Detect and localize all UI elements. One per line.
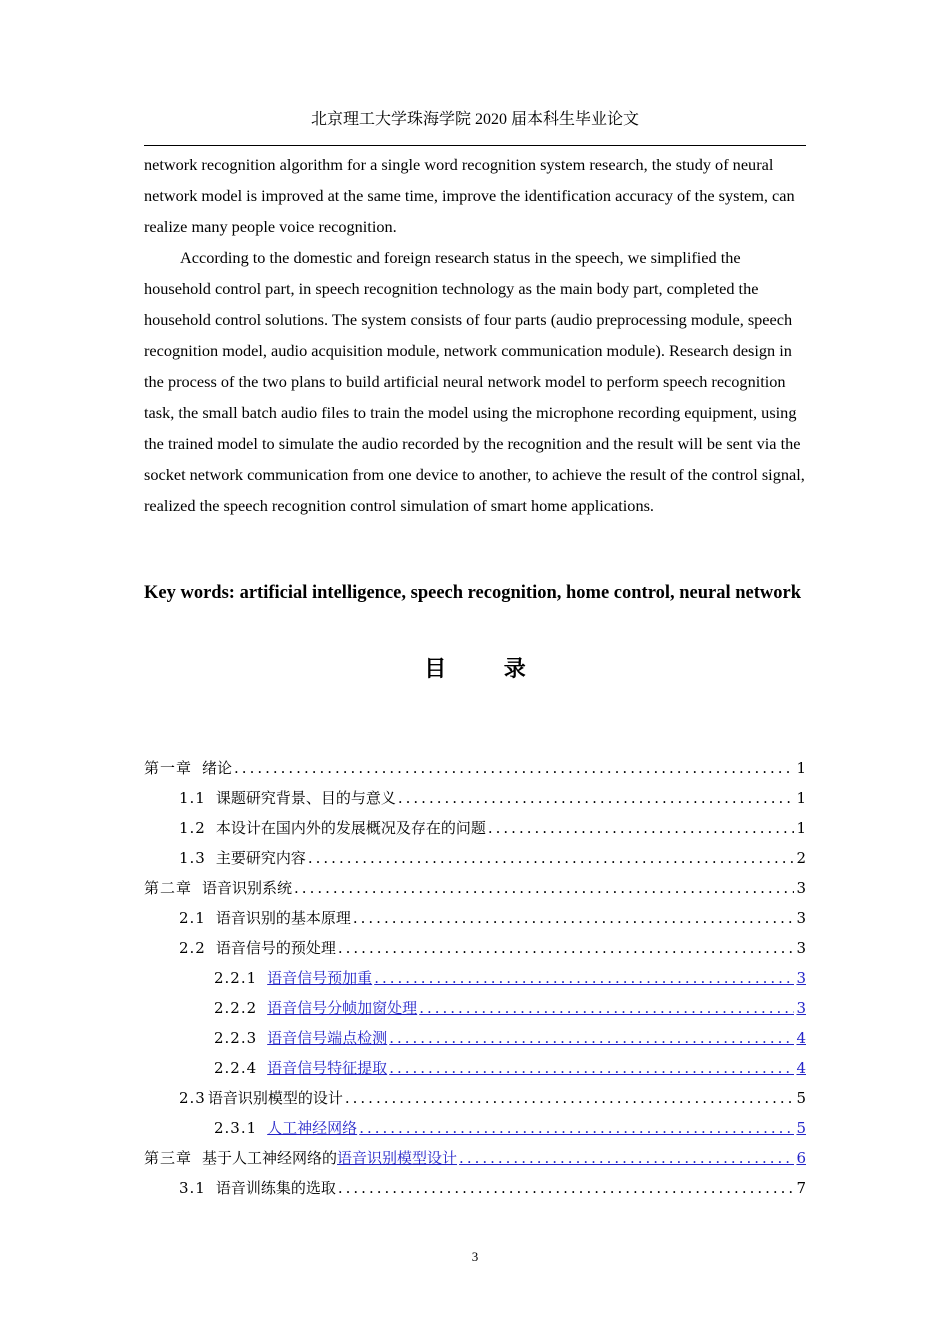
toc-entry-ch1[interactable]	[144, 754, 806, 784]
toc-entry-link[interactable]: 人工神经网络	[267, 1119, 358, 1137]
toc-entry-page[interactable]: 3	[796, 999, 806, 1017]
toc-entry-1-3[interactable]	[144, 844, 806, 874]
toc-leader	[488, 814, 795, 842]
toc-entry-text: 语音识别的基本原理	[215, 909, 351, 927]
toc-entry-text: 本设计在国内外的发展概况及存在的问题	[215, 819, 486, 837]
toc-entry-page[interactable]: 4	[796, 1029, 806, 1047]
toc-leader	[389, 1024, 794, 1052]
toc-entry-link[interactable]: 语音信号分帧加窗处理	[267, 999, 418, 1017]
toc-entry-number: 3.1	[179, 1179, 206, 1197]
toc-entry-page[interactable]: 5	[796, 1119, 806, 1137]
toc-entry-3-1[interactable]	[144, 1174, 806, 1204]
toc-entry-link[interactable]: 语音信号预加重	[267, 969, 373, 987]
toc-entry-text: 主要研究内容	[215, 849, 306, 867]
toc-leader	[345, 1084, 795, 1112]
toc-entry-2-3[interactable]	[144, 1084, 806, 1114]
toc-entry-number: 1.1	[179, 789, 206, 807]
toc-entry-1-1[interactable]	[144, 784, 806, 814]
toc-entry-2-1[interactable]	[144, 904, 806, 934]
toc-entry-number: 第一章	[144, 759, 193, 777]
toc-entry-page: 3	[796, 879, 806, 897]
toc-leader	[294, 874, 794, 902]
page-number: 3	[471, 1249, 479, 1264]
toc-entry-2-2[interactable]	[144, 934, 806, 964]
toc-entry-page: 3	[796, 939, 806, 957]
toc-entry-text: 绪论	[202, 759, 233, 777]
toc-entry-text: 语音训练集的选取	[215, 1179, 336, 1197]
toc-leader	[459, 1144, 794, 1172]
toc-entry-page: 1	[796, 789, 806, 807]
toc-title: 目 录	[424, 656, 552, 681]
toc-leader	[353, 904, 795, 932]
toc-entry-page[interactable]: 6	[796, 1149, 806, 1167]
toc-entry-text: 基于人工神经网络的	[202, 1149, 338, 1167]
toc-entry-page: 2	[796, 849, 806, 867]
toc-entry-link[interactable]: 语音识别模型设计	[337, 1149, 458, 1167]
toc-leader	[338, 1174, 795, 1202]
toc-entry-number: 2.1	[179, 909, 206, 927]
toc-entry-number: 2.2.3	[214, 1029, 258, 1047]
toc-leader	[419, 994, 794, 1022]
toc-entry-number: 2.2	[179, 939, 206, 957]
abstract-body	[144, 149, 808, 521]
toc-leader	[374, 964, 794, 992]
toc-entry-page[interactable]: 3	[796, 969, 806, 987]
toc-entry-page[interactable]: 4	[796, 1059, 806, 1077]
toc-entry-text: 语音信号的预处理	[215, 939, 336, 957]
toc-leader	[338, 934, 795, 962]
toc-entry-page: 1	[796, 759, 806, 777]
toc-entry-number: 2.3	[179, 1089, 206, 1107]
toc-entry-1-2[interactable]	[144, 814, 806, 844]
abstract-paragraph: network recognition algorithm for a single word recognition system research, the study of neural network model is improved at the same time, improve the identification accuracy of the system, can realize many people voice recognition.	[144, 155, 795, 236]
toc-entry-number: 1.2	[179, 819, 206, 837]
toc-entry-number: 2.2.4	[214, 1059, 258, 1077]
toc-entry-2-2-2[interactable]	[144, 994, 806, 1024]
toc-entry-ch2[interactable]	[144, 874, 806, 904]
toc-entry-page: 5	[796, 1089, 806, 1107]
toc-entry-page: 3	[796, 909, 806, 927]
toc-entry-text: 语音识别系统	[202, 879, 293, 897]
toc-entry-number: 1.3	[179, 849, 206, 867]
toc-entry-2-2-3[interactable]	[144, 1024, 806, 1054]
page-header: 北京理工大学珠海学院 2020 届本科生毕业论文	[310, 111, 639, 128]
toc-entry-2-3-1[interactable]	[144, 1114, 806, 1144]
toc-entry-link[interactable]: 语音信号特征提取	[267, 1059, 388, 1077]
toc-entry-2-2-4[interactable]	[144, 1054, 806, 1084]
toc-leader	[389, 1054, 794, 1082]
toc-entry-number: 2.3.1	[214, 1119, 258, 1137]
toc-leader	[234, 754, 794, 782]
table-of-contents	[144, 754, 806, 1204]
toc-entry-ch3[interactable]	[144, 1144, 806, 1174]
toc-entry-page: 1	[796, 819, 806, 837]
toc-entry-number: 第二章	[144, 879, 193, 897]
toc-entry-number: 第三章	[144, 1149, 193, 1167]
toc-entry-text: 课题研究背景、目的与意义	[215, 789, 396, 807]
toc-entry-text: 语音识别模型的设计	[207, 1089, 343, 1107]
toc-entry-number: 2.2.2	[214, 999, 258, 1017]
toc-entry-page: 7	[796, 1179, 806, 1197]
header-divider	[144, 145, 806, 146]
toc-leader	[308, 844, 795, 872]
toc-leader	[359, 1114, 794, 1142]
toc-entry-number: 2.2.1	[214, 969, 258, 987]
toc-leader	[398, 784, 795, 812]
toc-entry-link[interactable]: 语音信号端点检测	[267, 1029, 388, 1047]
keywords: Key words: artificial intelligence, speech recognition, home control, neural network	[144, 583, 801, 603]
abstract-paragraph: According to the domestic and foreign research status in the speech, we simplified the household control part, in speech recognition technology as the main body part, completed the household control solutions. The system consists of four parts (audio preprocessing module, speech recognition model, audio acquisition module, network communication module). Research design in the process of the two plans to build artificial neural network model to perform speech recognition task, the small batch audio files to train the model using the microphone recording equipment, using the trained model to simulate the audio recorded by the recognition and the result will be sent via the socket network communication from one device to another, to achieve the result of the control signal, realized the speech recognition control simulation of smart home applications.	[144, 248, 805, 515]
toc-entry-2-2-1[interactable]	[144, 964, 806, 994]
